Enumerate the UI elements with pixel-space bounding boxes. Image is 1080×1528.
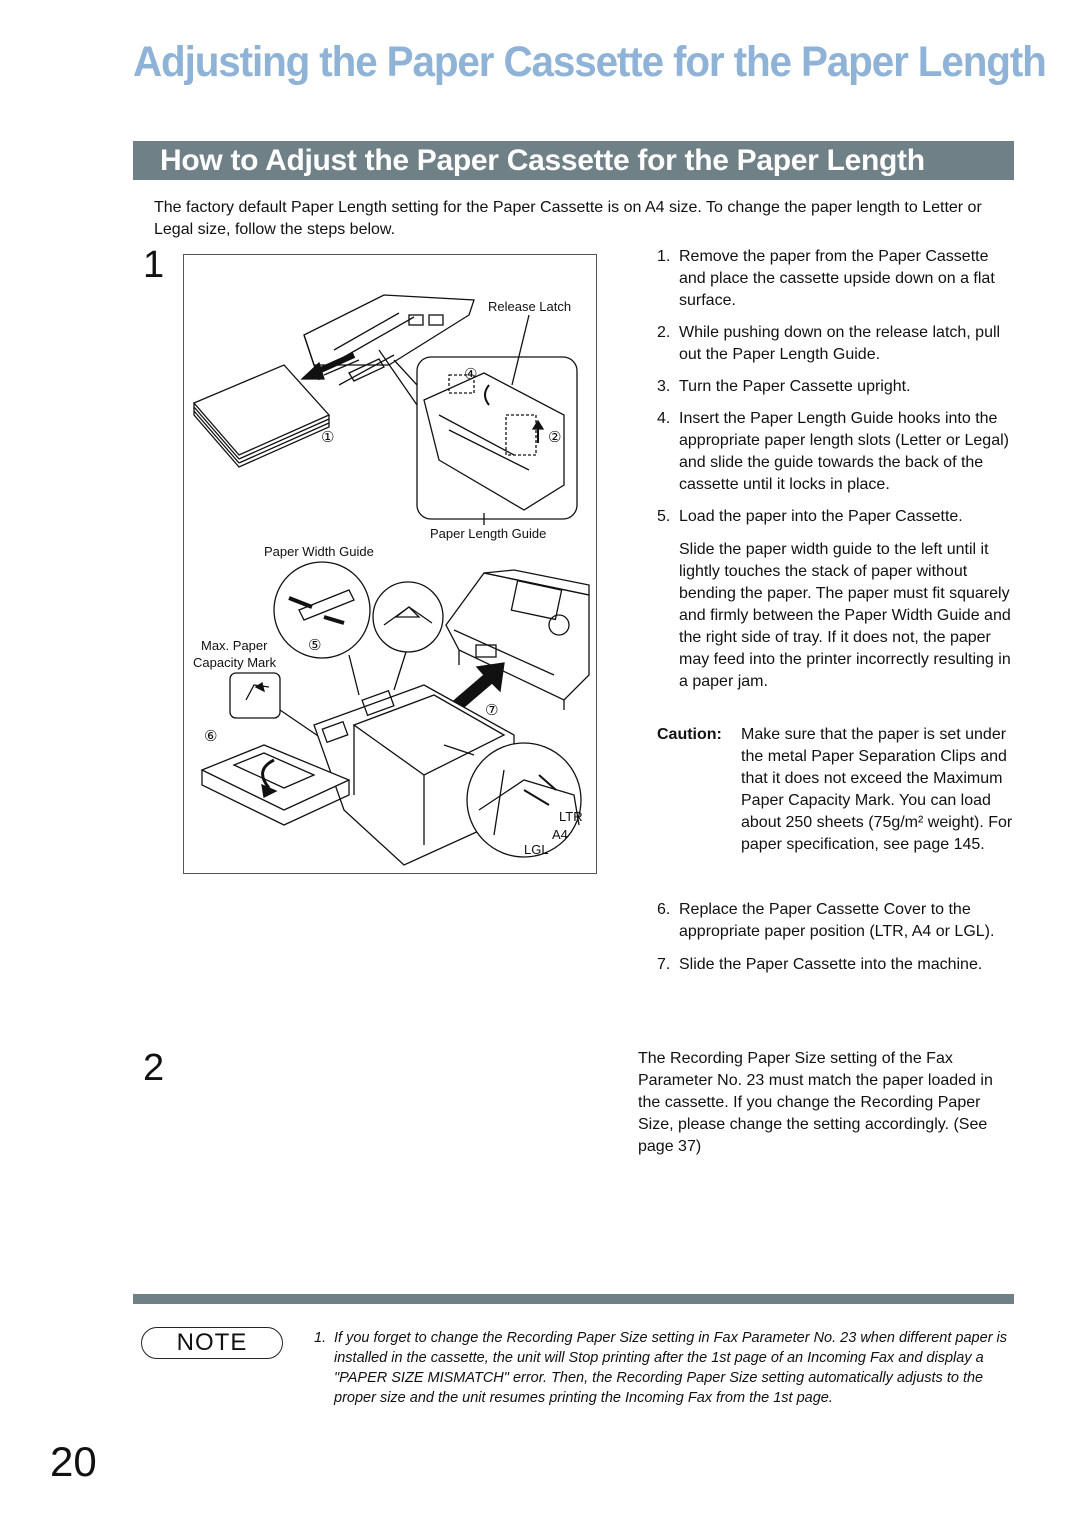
step-2-number: 2 [143, 1047, 165, 1089]
step-1-instruction-list [657, 246, 1017, 693]
list-item-text: While pushing down on the release latch, pull out the Paper Length Guide. [679, 324, 1001, 363]
list-item-text: Remove the paper from the Paper Cassette and place the cassette upside down on a flat surface. [679, 248, 995, 309]
note-text: If you forget to change the Recording Paper Size setting in Fax Parameter No. 23 when different paper is installed in the cassette, the unit will Stop printing after the 1st page of an Incoming Fax and display a "PAPER SIZE MISMATCH" error. Then, the Recording Paper Size setting automatically adjusts to the proper size and the unit resumes printing the Incoming Fax from the 1st page. [334, 1330, 1008, 1406]
max-paper-label-line1: Max. Paper [201, 638, 268, 653]
list-item [657, 954, 1017, 976]
cassette-diagram [184, 255, 596, 873]
list-item-text: Slide the Paper Cassette into the machine. [679, 956, 983, 973]
paper-length-guide-label: Paper Length Guide [430, 526, 547, 541]
max-paper-label-line2: Capacity Mark [193, 655, 277, 670]
list-item-number: 6. [657, 901, 671, 918]
callout-2: ② [548, 428, 562, 446]
step-1-number: 1 [143, 244, 165, 286]
list-item-number: 1. [657, 248, 671, 265]
list-item-text: Insert the Paper Length Guide hooks into the appropriate paper length slots (Letter or Legal) and slide the guide towards the back of the cassette until it locks in place. [679, 410, 1009, 493]
list-item-text: Slide the paper width guide to the left until it lightly touches the stack of paper without bending the paper. The paper must fit squarely and firmly between the Paper Width Guide and the right side of tray. If it does not, the paper may feed into the printer incorrectly resulting in a paper jam. [679, 541, 1011, 690]
callout-5: ⑤ [308, 636, 322, 654]
list-item-continuation [657, 539, 1017, 693]
list-item-number: 2. [657, 324, 671, 341]
paper-stack-drawing [194, 365, 329, 467]
list-item [657, 246, 1017, 312]
step-1-instruction-list-continued [657, 899, 1017, 976]
step-2-text: The Recording Paper Size setting of the Fax Parameter No. 23 must match the paper loaded in the cassette. If you change the Recording Paper Size, please change the setting accordingly. (See page 37) [638, 1050, 993, 1155]
intro-paragraph: The factory default Paper Length setting for the Paper Cassette is on A4 size. To change the paper length to Letter or Legal size, follow the steps below. [154, 199, 982, 238]
list-item [657, 899, 1017, 943]
callout-6: ⑥ [204, 727, 218, 745]
callout-4: ④ [464, 365, 478, 383]
note-divider-bar [133, 1294, 1014, 1304]
list-item-text: Replace the Paper Cassette Cover to the appropriate paper position (LTR, A4 or LGL). [679, 901, 995, 940]
a4-label: A4 [552, 827, 568, 842]
list-item [657, 506, 1017, 528]
callout-1: ① [321, 428, 335, 446]
paper-width-guide-label: Paper Width Guide [264, 544, 374, 559]
page-number: 20 [50, 1438, 97, 1485]
release-latch-label: Release Latch [488, 299, 572, 314]
list-item-number: 7. [657, 956, 671, 973]
section-title: How to Adjust the Paper Cassette for the Paper Length [160, 144, 925, 177]
caution-label: Caution: [657, 726, 722, 743]
list-item [657, 322, 1017, 366]
callout-7: ⑦ [485, 701, 499, 719]
lgl-label: LGL [524, 842, 549, 857]
list-item-text: Load the paper into the Paper Cassette. [679, 508, 963, 525]
list-item-number: 4. [657, 410, 671, 427]
list-item-number: 3. [657, 378, 671, 395]
cassette-illustration [183, 254, 597, 874]
caution-block [657, 724, 1017, 856]
note-badge: NOTE [141, 1327, 283, 1359]
ltr-label: LTR [559, 809, 583, 824]
caution-text: Make sure that the paper is set under the metal Paper Separation Clips and that it does not exceed the Maximum Paper Capacity Mark. You can load about 250 sheets (75g/m² weight). For paper specification, see page 145. [741, 726, 1013, 853]
list-item-text: Turn the Paper Cassette upright. [679, 378, 911, 395]
list-item [657, 408, 1017, 496]
page-title: Adjusting the Paper Cassette for the Paper Length [133, 38, 1046, 86]
note-text-block [314, 1328, 1014, 1408]
list-item [657, 376, 1017, 398]
list-item-number: 5. [657, 508, 671, 525]
note-number: 1. [314, 1330, 327, 1346]
